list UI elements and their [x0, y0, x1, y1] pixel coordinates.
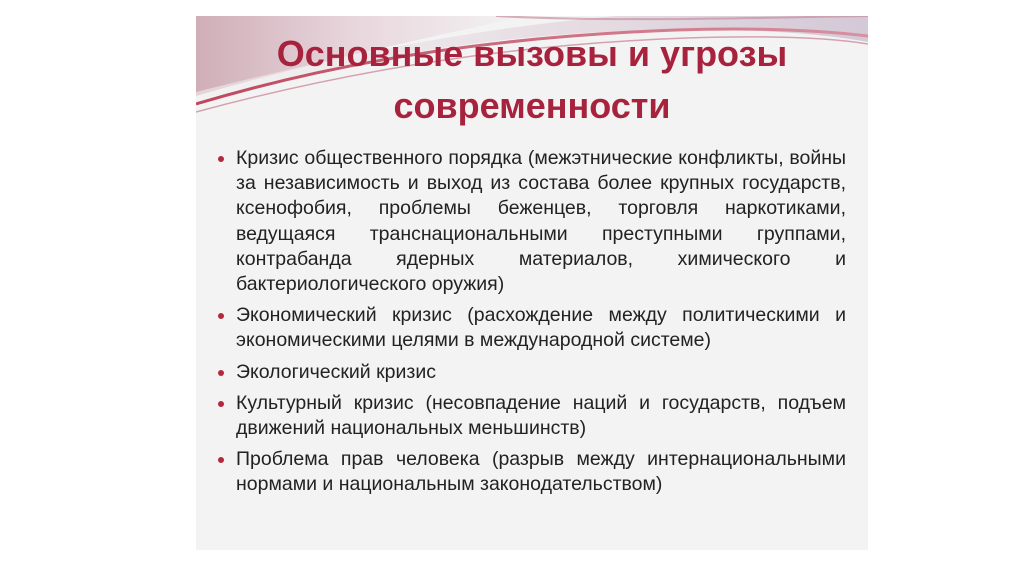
- slide: [196, 16, 868, 550]
- list-item: [218, 391, 846, 441]
- list-item: [218, 146, 846, 297]
- list-item-text: Экологический кризис: [236, 360, 436, 383]
- bullet-dot-icon: [218, 313, 224, 319]
- bullet-dot-icon: [218, 457, 224, 463]
- bullet-list: [218, 146, 846, 504]
- list-item-text: Культурный кризис (несовпадение наций и государств, подъем движений национальных меньшинств): [236, 391, 846, 440]
- bullet-dot-icon: [218, 401, 224, 407]
- list-item-text: Кризис общественного порядка (межэтнические конфликты, войны за независимость и выход из состава более крупных государств, ксенофобия, проблемы беженцев, торговля наркотиками, ведущаяся транснациональными преступными группами, контрабанда ядерных материалов, химического и бактериологического оружия): [236, 147, 846, 296]
- list-item: [218, 360, 846, 385]
- title-line-2: современности: [393, 85, 671, 126]
- list-item-text: Экономический кризис (расхождение между политическими и экономическими целями в международной системе): [236, 304, 846, 352]
- bullet-dot-icon: [218, 370, 224, 376]
- bullet-dot-icon: [218, 156, 224, 162]
- slide-title: [196, 28, 868, 132]
- list-item: [218, 303, 846, 353]
- list-item: [218, 447, 846, 497]
- list-item-text: Проблема прав человека (разрыв между интернациональными нормами и национальным законодательством): [236, 448, 846, 496]
- title-line-1: Основные вызовы и угрозы: [276, 33, 788, 74]
